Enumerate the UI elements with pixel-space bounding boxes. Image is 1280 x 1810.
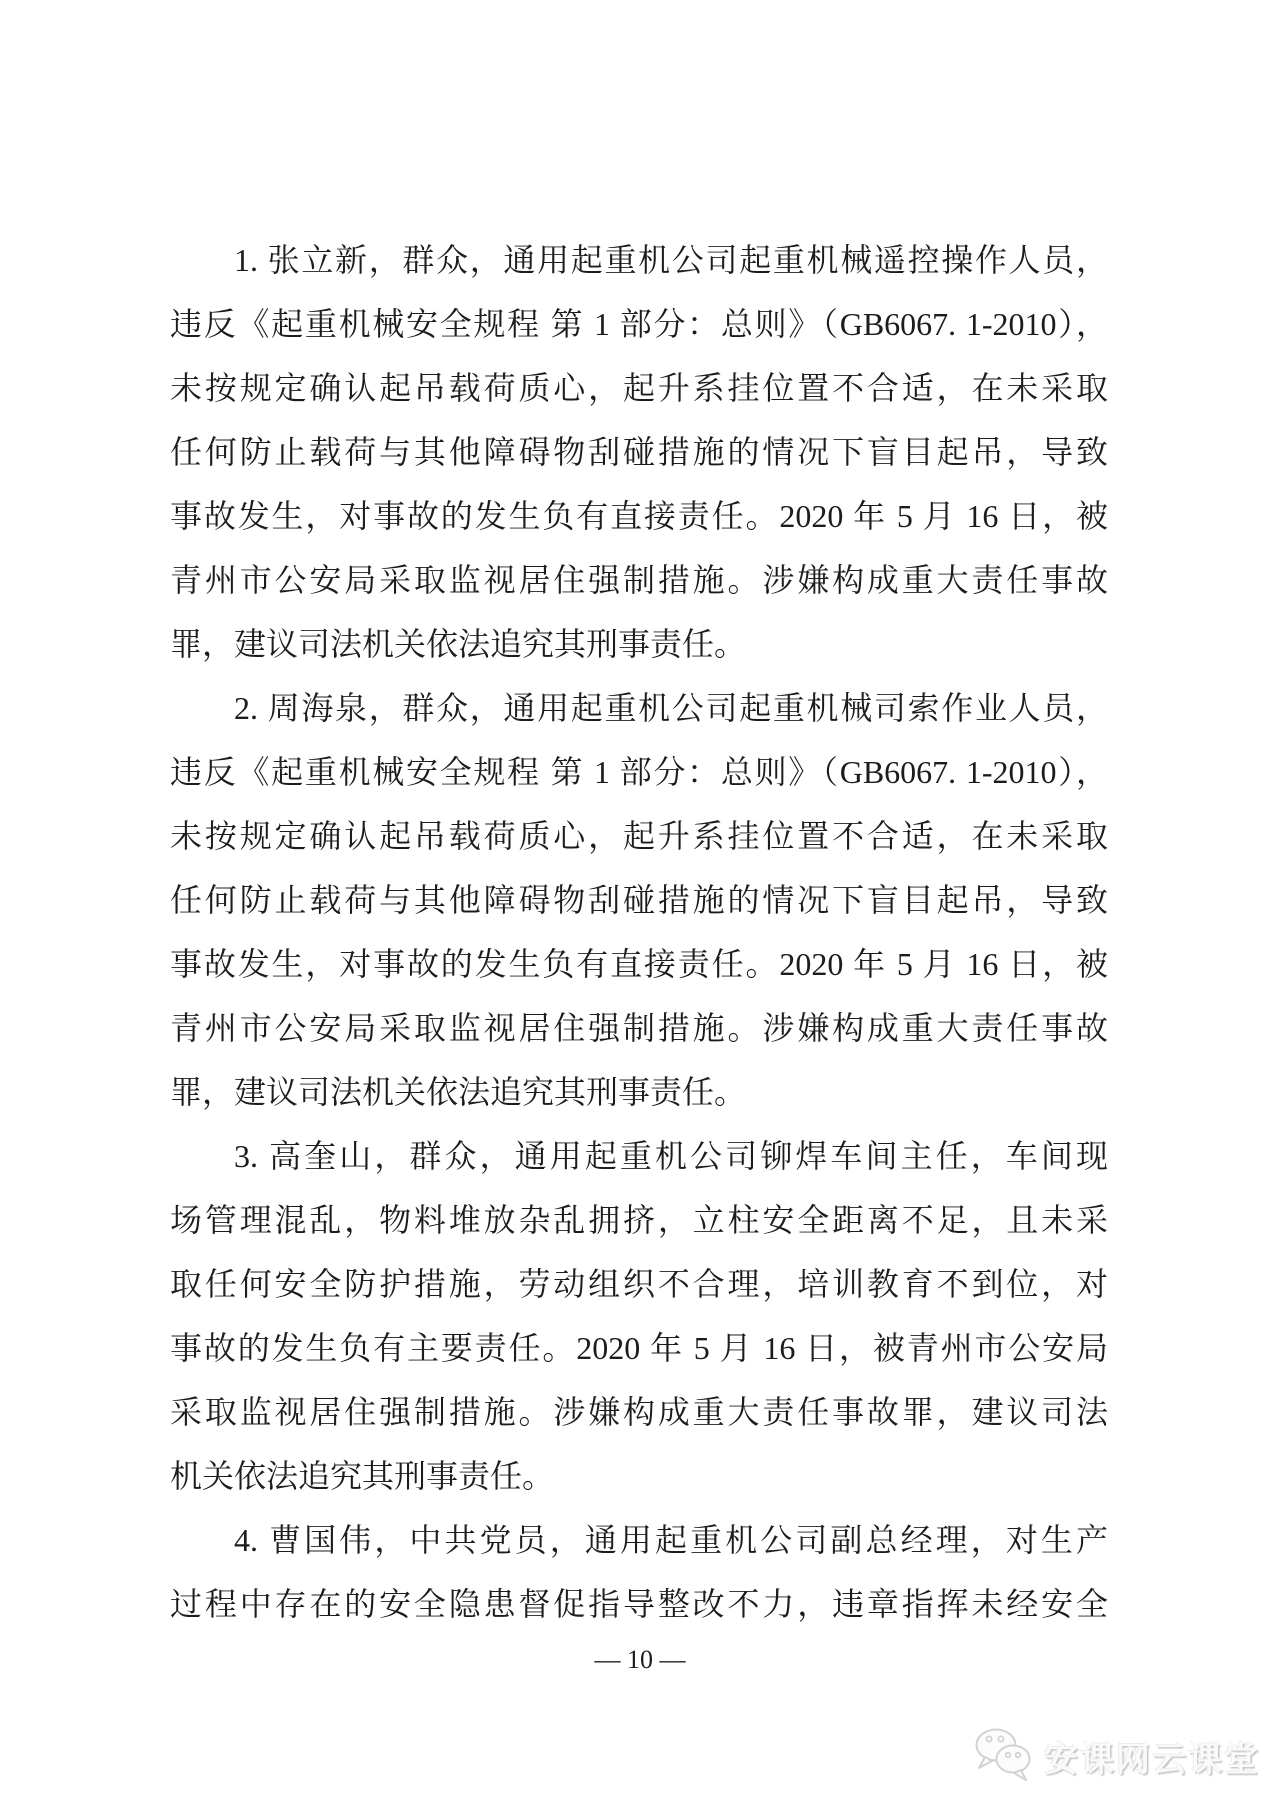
text-line: 任何防止载荷与其他障碍物刮碰措施的情况下盲目起吊，导致	[170, 434, 1108, 470]
text-line: 1. 张立新，群众，通用起重机公司起重机械遥控操作人员，	[234, 242, 1108, 278]
text-line: 违反《起重机械安全规程 第 1 部分：总则》（GB6067. 1-2010），	[170, 306, 1108, 342]
text-line: 2. 周海泉，群众，通用起重机公司起重机械司索作业人员，	[234, 690, 1108, 726]
text-line: 事故的发生负有主要责任。2020 年 5 月 16 日，被青州市公安局	[170, 1330, 1108, 1366]
text-line: 采取监视居住强制措施。涉嫌构成重大责任事故罪，建议司法	[170, 1394, 1108, 1430]
text-line: 罪，建议司法机关依法追究其刑事责任。	[170, 1074, 747, 1110]
text-line: 3. 高奎山，群众，通用起重机公司铆焊车间主任，车间现	[234, 1138, 1108, 1174]
responsible-person-3-gao-kuishan	[170, 1124, 1108, 1508]
text-line: 事故发生，对事故的发生负有直接责任。2020 年 5 月 16 日，被	[170, 946, 1108, 982]
text-line: 未按规定确认起吊载荷质心，起升系挂位置不合适，在未采取	[170, 370, 1108, 406]
responsible-person-4-cao-guowei	[170, 1508, 1108, 1636]
watermark-text: 安课网云课堂	[1044, 1741, 1260, 1779]
text-line: 机关依法追究其刑事责任。	[170, 1458, 555, 1494]
text-line: 过程中存在的安全隐患督促指导整改不力，违章指挥未经安全	[170, 1586, 1108, 1622]
text-line: 青州市公安局采取监视居住强制措施。涉嫌构成重大责任事故	[170, 1010, 1108, 1046]
text-line: 违反《起重机械安全规程 第 1 部分：总则》（GB6067. 1-2010），	[170, 754, 1108, 790]
page-number: — 10 —	[594, 1645, 686, 1674]
report-body	[170, 228, 1108, 1636]
text-line: 青州市公安局采取监视居住强制措施。涉嫌构成重大责任事故	[170, 562, 1108, 598]
text-line: 未按规定确认起吊载荷质心，起升系挂位置不合适，在未采取	[170, 818, 1108, 854]
wechat-logo-icon	[972, 1726, 1036, 1787]
responsible-person-2-zhou-haiquan	[170, 676, 1108, 1124]
text-line: 4. 曹国伟，中共党员，通用起重机公司副总经理，对生产	[234, 1522, 1108, 1558]
responsible-person-1-zhang-lixin	[170, 228, 1108, 676]
text-line: 场管理混乱，物料堆放杂乱拥挤，立柱安全距离不足，且未采	[170, 1202, 1108, 1238]
text-line: 任何防止载荷与其他障碍物刮碰措施的情况下盲目起吊，导致	[170, 882, 1108, 918]
watermark	[972, 1726, 1260, 1787]
text-line: 罪，建议司法机关依法追究其刑事责任。	[170, 626, 747, 662]
text-line: 取任何安全防护措施，劳动组织不合理，培训教育不到位，对	[170, 1266, 1108, 1302]
text-line: 事故发生，对事故的发生负有直接责任。2020 年 5 月 16 日，被	[170, 498, 1108, 534]
